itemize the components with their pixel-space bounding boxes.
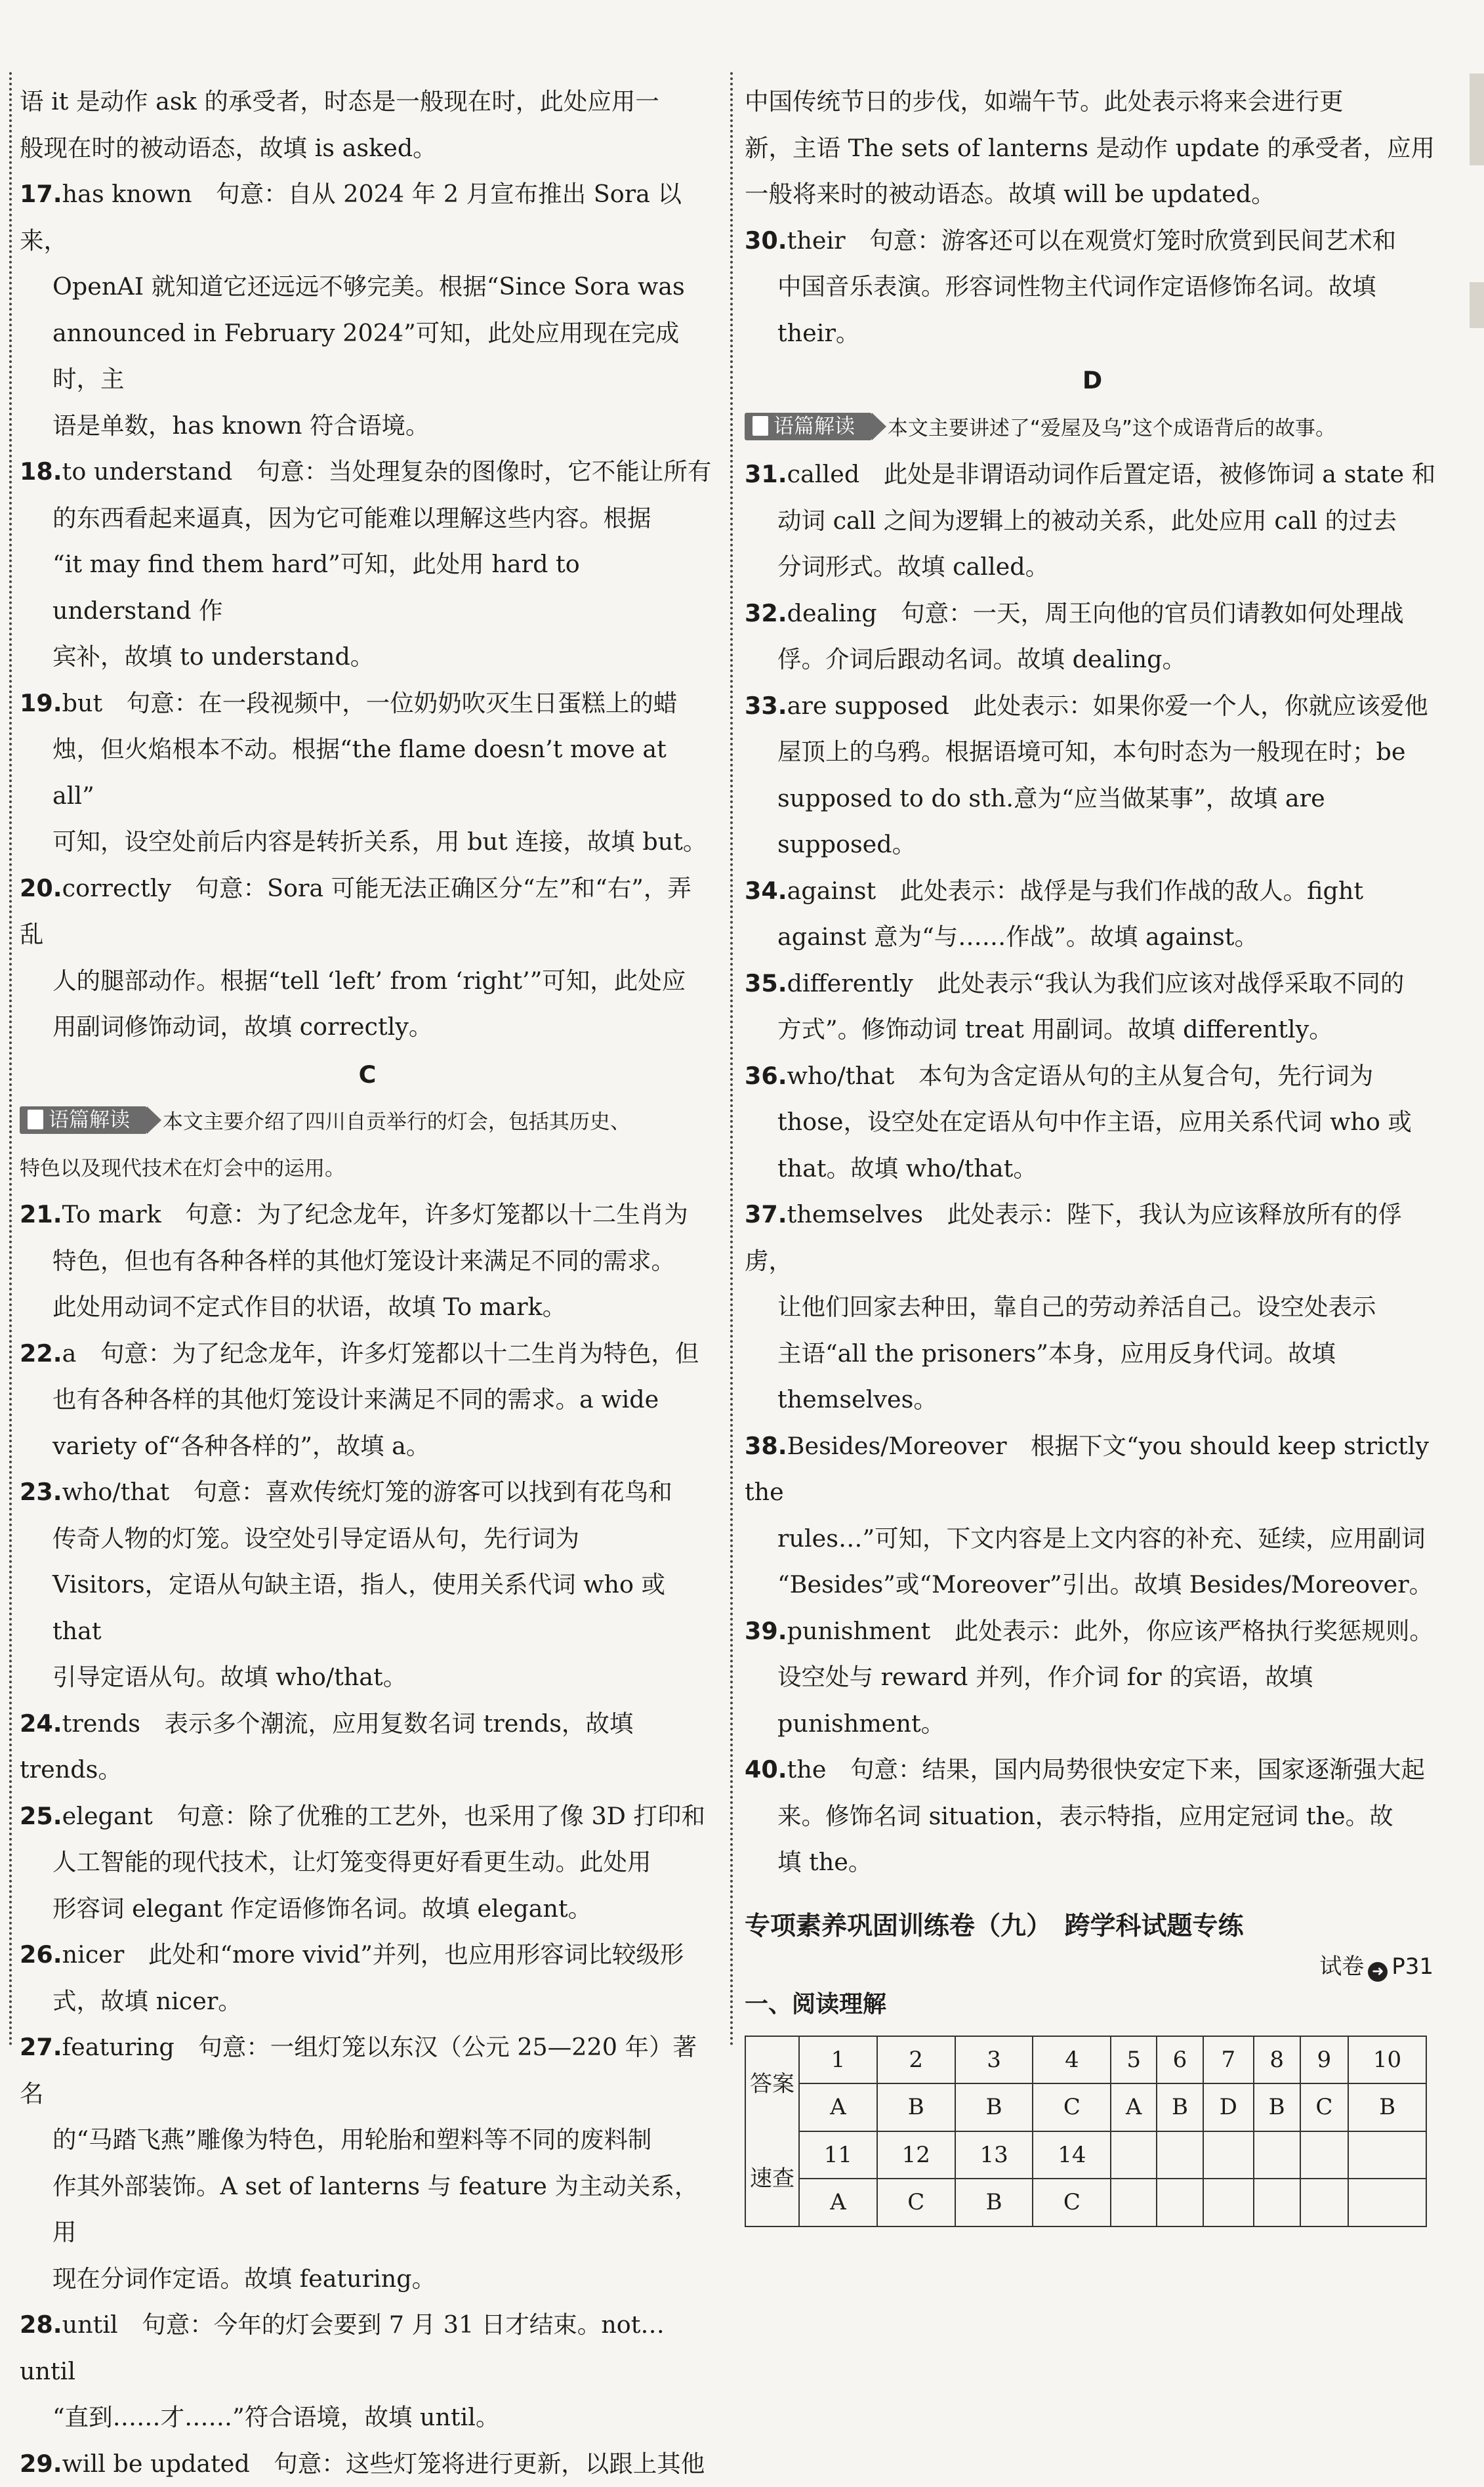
item-explanation: 人工智能的现代技术，让灯笼变得更好看更生动。此处用 xyxy=(52,1848,651,1876)
table-cell: 14 xyxy=(1033,2131,1111,2179)
answer-table xyxy=(745,2036,1427,2227)
item-explanation: 句意：一天，周王向他的官员们请教如何处理战 xyxy=(901,599,1404,627)
table-cell: 6 xyxy=(1157,2036,1203,2084)
item-explanation: 式，故填 nicer。 xyxy=(52,1987,242,2015)
item-explanation: themselves。 xyxy=(777,1385,938,1413)
item-explanation: 传奇人物的灯笼。设空处引导定语从句，先行词为 xyxy=(52,1524,579,1553)
item-explanation: 宾补，故填 to understand。 xyxy=(52,642,374,671)
item-explanation: 语 it 是动作 ask 的承受者，时态是一般现在时，此处应用一 xyxy=(20,87,659,115)
passage-analysis-badge: 语篇解读 xyxy=(20,1106,147,1134)
item-answer: To mark xyxy=(62,1200,161,1228)
answer-item xyxy=(745,1608,1440,1747)
item-explanation: 本句为含定语从句的主从复合句，先行词为 xyxy=(918,1062,1374,1090)
table-cell: A xyxy=(1111,2083,1157,2131)
table-label: 答案 xyxy=(745,2036,799,2131)
item-explanation: 的“马踏飞燕”雕像为特色，用轮胎和塑料等不同的废料制 xyxy=(52,2125,651,2154)
table-cell xyxy=(1254,2131,1300,2179)
item-explanation: “Besides”或“Moreover”引出。故填 Besides/Moreover。 xyxy=(777,1570,1433,1599)
edge-mark xyxy=(1470,282,1484,328)
item-answer: dealing xyxy=(787,599,877,627)
item-explanation: 此处表示“我认为我们应该对战俘采取不同的 xyxy=(937,969,1404,997)
table-cell: D xyxy=(1203,2083,1254,2131)
passage-summary-d: 语篇解读 本文主要讲述了“爱屋及乌”这个成语背后的故事。 xyxy=(745,406,1440,452)
item-number: 19. xyxy=(20,689,62,717)
item-number: 22. xyxy=(20,1339,62,1368)
item-explanation: 人的腿部动作。根据“tell ‘left’ from ‘right’”可知，此处应 xyxy=(52,967,686,995)
item-number: 28. xyxy=(20,2310,62,2339)
item-explanation: Visitors，定语从句缺主语，指人，使用关系代词 who 或 that xyxy=(52,1570,665,1645)
item-explanation: their。 xyxy=(777,319,859,347)
answer-item xyxy=(20,1192,715,1331)
item-answer: featuring xyxy=(62,2033,175,2061)
item-number: 17. xyxy=(20,180,62,208)
table-cell: A xyxy=(799,2179,877,2226)
item-explanation: 句意：Sora 可能无法正确区分“左”和“右”，弄乱 xyxy=(20,874,691,949)
right-column xyxy=(745,79,1440,2227)
table-cell xyxy=(1254,2179,1300,2226)
table-cell: B xyxy=(955,2083,1033,2131)
item-number: 30. xyxy=(745,226,787,255)
margin-divider xyxy=(9,72,12,2047)
answer-item xyxy=(745,1747,1440,1886)
item-explanation: 俘。介词后跟动名词。故填 dealing。 xyxy=(777,645,1186,673)
item-explanation: 语是单数，has known 符合语境。 xyxy=(52,411,430,440)
answer-item xyxy=(745,683,1440,868)
item-answer: Besides/Moreover xyxy=(787,1432,1007,1460)
item-explanation: 动词 call 之间为逻辑上的被动关系，此处应用 call 的过去 xyxy=(777,507,1397,535)
answer-item xyxy=(20,449,715,680)
item-explanation: 设空处与 reward 并列，作介词 for 的宾语，故填 punishment。 xyxy=(777,1663,1313,1738)
item-number: 31. xyxy=(745,460,787,488)
table-cell: 3 xyxy=(955,2036,1033,2084)
item-explanation: 此处和“more vivid”并列，也应用形容词比较级形 xyxy=(148,1940,684,1969)
item-answer: themselves xyxy=(787,1200,923,1228)
item-explanation: 此处表示：此外，你应该严格执行奖惩规则。 xyxy=(955,1617,1433,1645)
item-number: 20. xyxy=(20,874,62,902)
table-cell: B xyxy=(1348,2083,1426,2131)
table-cell: 10 xyxy=(1348,2036,1426,2084)
item-explanation: 填 the。 xyxy=(777,1848,872,1876)
table-cell xyxy=(1203,2131,1254,2179)
answer-item xyxy=(20,1793,715,1933)
answer-item xyxy=(20,79,715,171)
table-cell xyxy=(1348,2131,1426,2179)
book-icon xyxy=(28,1110,43,1129)
item-answer: called xyxy=(787,460,860,488)
item-answer: to understand xyxy=(62,457,233,486)
table-cell: 12 xyxy=(877,2131,955,2179)
table-cell xyxy=(1111,2131,1157,2179)
item-number: 34. xyxy=(745,877,787,905)
answer-item xyxy=(20,1932,715,2024)
item-explanation: 来。修饰名词 situation，表示特指，应用定冠词 the。故 xyxy=(777,1802,1393,1830)
table-cell: 13 xyxy=(955,2131,1033,2179)
section-title: 专项素养巩固训练卷（九） 跨学科试题专练 xyxy=(745,1906,1440,1948)
item-answer: but xyxy=(62,689,103,717)
item-explanation: 句意：为了纪念龙年，许多灯笼都以十二生肖为 xyxy=(185,1200,688,1228)
item-answer: until xyxy=(62,2310,118,2339)
table-cell: C xyxy=(877,2179,955,2226)
item-explanation: those，设空处在定语从句中作主语，应用关系代词 who 或 xyxy=(777,1108,1412,1136)
item-explanation: 句意：结果，国内局势很快安定下来，国家逐渐强大起 xyxy=(850,1755,1425,1784)
table-cell: B xyxy=(1157,2083,1203,2131)
table-cell: C xyxy=(1033,2179,1111,2226)
item-explanation: against 意为“与……作战”。故填 against。 xyxy=(777,923,1258,951)
answer-item xyxy=(745,79,1440,218)
answer-item xyxy=(20,680,715,866)
answer-item xyxy=(745,1192,1440,1423)
item-explanation: 分词形式。故填 called。 xyxy=(777,553,1049,581)
item-answer: elegant xyxy=(62,1802,153,1830)
item-answer: nicer xyxy=(62,1940,125,1969)
item-explanation: 句意：除了优雅的工艺外，也采用了像 3D 打印和 xyxy=(176,1802,705,1830)
item-explanation: 中国音乐表演。形容词性物主代词作定语修饰名词。故填 xyxy=(777,272,1376,301)
item-answer: a xyxy=(62,1339,77,1368)
edge-mark xyxy=(1470,73,1484,165)
item-explanation: 主语“all the prisoners”本身，应用反身代词。故填 xyxy=(777,1339,1336,1368)
item-number: 33. xyxy=(745,692,787,720)
answer-item xyxy=(20,2441,715,2487)
item-explanation: 一般将来时的被动语态。故填 will be updated。 xyxy=(745,180,1275,208)
item-answer: who/that xyxy=(62,1478,170,1506)
item-number: 40. xyxy=(745,1755,787,1784)
answer-item xyxy=(745,961,1440,1053)
passage-summary-c: 语篇解读 本文主要介绍了四川自贡举行的灯会，包括其历史、 特色以及现代技术在灯会中的运用。 xyxy=(20,1099,715,1192)
table-cell xyxy=(1300,2131,1349,2179)
table-label: 速查 xyxy=(745,2131,799,2226)
item-number: 27. xyxy=(20,2033,62,2061)
item-explanation: 句意：在一段视频中，一位奶奶吹灭生日蛋糕上的蜡 xyxy=(127,689,678,717)
item-explanation: that。故填 who/that。 xyxy=(777,1154,1037,1182)
answer-item xyxy=(20,2302,715,2441)
item-explanation: 也有各种各样的其他灯笼设计来满足不同的需求。a wide xyxy=(52,1385,659,1413)
item-explanation: OpenAI 就知道它还远远不够完美。根据“Since Sora was xyxy=(52,272,685,301)
item-number: 26. xyxy=(20,1940,62,1969)
item-explanation: 引导定语从句。故填 who/that。 xyxy=(52,1663,407,1691)
item-number: 37. xyxy=(745,1200,787,1228)
item-number: 35. xyxy=(745,969,787,997)
table-cell: 8 xyxy=(1254,2036,1300,2084)
item-explanation: 句意：游客还可以在观赏灯笼时欣赏到民间艺术和 xyxy=(869,226,1396,255)
item-explanation: 作其外部装饰。A set of lanterns 与 feature 为主动关系，用 xyxy=(52,2172,698,2247)
item-number: 24. xyxy=(20,1709,62,1738)
table-cell xyxy=(1300,2179,1349,2226)
column-divider xyxy=(730,72,733,2047)
page-reference: 试卷 ➜ P31 xyxy=(745,1948,1440,1986)
item-explanation: 屋顶上的乌鸦。根据语境可知，本句时态为一般现在时；be xyxy=(777,738,1405,766)
item-explanation: 句意：一组灯笼以东汉（公元 25—220 年）著名 xyxy=(20,2033,697,2108)
item-answer: against xyxy=(787,877,876,905)
table-cell xyxy=(1111,2179,1157,2226)
table-cell: 4 xyxy=(1033,2036,1111,2084)
item-explanation: 形容词 elegant 作定语修饰名词。故填 elegant。 xyxy=(52,1894,592,1923)
item-explanation: 句意：自从 2024 年 2 月宣布推出 Sora 以来， xyxy=(20,180,682,255)
table-cell: B xyxy=(955,2179,1033,2226)
answer-item xyxy=(20,171,715,449)
table-cell: C xyxy=(1300,2083,1349,2131)
item-number: 39. xyxy=(745,1617,787,1645)
item-explanation: 让他们回家去种田，靠自己的劳动养活自己。设空处表示 xyxy=(777,1293,1376,1321)
table-cell: C xyxy=(1033,2083,1111,2131)
item-number: 32. xyxy=(745,599,787,627)
item-answer: correctly xyxy=(62,874,171,902)
passage-analysis-badge: 语篇解读 xyxy=(745,413,872,440)
table-cell: B xyxy=(877,2083,955,2131)
item-explanation: 句意：这些灯笼将进行更新，以跟上其他 xyxy=(274,2450,705,2478)
table-cell: 9 xyxy=(1300,2036,1349,2084)
item-explanation: 此处表示：陛下，我认为应该释放所有的俘虏， xyxy=(745,1200,1402,1275)
answer-item xyxy=(20,2024,715,2302)
table-cell: 11 xyxy=(799,2131,877,2179)
section-heading-d: D xyxy=(745,358,1440,404)
table-cell xyxy=(1203,2179,1254,2226)
table-cell xyxy=(1348,2179,1426,2226)
reading-subtitle: 一、阅读理解 xyxy=(745,1986,1440,2024)
item-number: 29. xyxy=(20,2450,62,2478)
item-explanation: 根据下文“you should keep strictly the xyxy=(745,1432,1429,1507)
item-number: 21. xyxy=(20,1200,62,1228)
table-cell: A xyxy=(799,2083,877,2131)
item-number: 23. xyxy=(20,1478,62,1506)
answer-item xyxy=(745,1423,1440,1608)
item-explanation: 新，主语 The sets of lanterns 是动作 update 的承受者，应用 xyxy=(745,134,1435,162)
item-explanation: 中国传统节日的步伐，如端午节。此处表示将来会进行更 xyxy=(745,87,1344,115)
item-answer: who/that xyxy=(787,1062,895,1090)
item-explanation: 表示多个潮流，应用复数名词 trends，故填 trends。 xyxy=(20,1709,633,1784)
item-explanation: 句意：当处理复杂的图像时，它不能让所有 xyxy=(257,457,712,486)
item-explanation: variety of“各种各样的”，故填 a。 xyxy=(52,1432,430,1460)
table-cell: 2 xyxy=(877,2036,955,2084)
item-explanation: 可知，设空处前后内容是转折关系，用 but 连接，故填 but。 xyxy=(52,827,707,856)
answer-item xyxy=(745,868,1440,961)
item-explanation: 特色，但也有各种各样的其他灯笼设计来满足不同的需求。 xyxy=(52,1247,675,1275)
answer-item xyxy=(20,1701,715,1793)
item-answer: the xyxy=(787,1755,827,1784)
item-answer: their xyxy=(787,226,846,255)
item-answer: will be updated xyxy=(62,2450,250,2478)
item-explanation: 句意：喜欢传统灯笼的游客可以找到有花鸟和 xyxy=(194,1478,672,1506)
table-cell: 1 xyxy=(799,2036,877,2084)
item-explanation: 烛，但火焰根本不动。根据“the flame doesn’t move at all” xyxy=(52,735,667,810)
left-column xyxy=(20,79,715,2487)
item-explanation: 此处表示：如果你爱一个人，你就应该爱他 xyxy=(973,692,1428,720)
item-explanation: 此处表示：战俘是与我们作战的敌人。fight xyxy=(900,877,1363,905)
item-explanation: 此处用动词不定式作目的状语，故填 To mark。 xyxy=(52,1293,566,1321)
item-answer: has known xyxy=(62,180,192,208)
book-icon xyxy=(752,416,768,436)
table-cell: 7 xyxy=(1203,2036,1254,2084)
item-explanation: announced in February 2024”可知，此处应用现在完成时，主 xyxy=(52,319,679,394)
answer-item xyxy=(20,1331,715,1470)
table-cell: 5 xyxy=(1111,2036,1157,2084)
section-heading-c: C xyxy=(20,1052,715,1098)
answer-item xyxy=(745,451,1440,591)
answer-item xyxy=(20,1469,715,1701)
item-explanation: 用副词修饰动词，故填 correctly。 xyxy=(52,1013,432,1041)
item-explanation: 此处是非谓语动词作后置定语，被修饰词 a state 和 xyxy=(884,460,1436,488)
item-explanation: “直到……才……”符合语境，故填 until。 xyxy=(52,2403,499,2431)
table-cell xyxy=(1157,2131,1203,2179)
item-answer: differently xyxy=(787,969,913,997)
item-number: 18. xyxy=(20,457,62,486)
item-explanation: 句意：今年的灯会要到 7 月 31 日才结束。not…until xyxy=(20,2310,665,2385)
item-explanation: 句意：为了纪念龙年，许多灯笼都以十二生肖为特色，但 xyxy=(100,1339,699,1368)
answer-item xyxy=(745,591,1440,683)
item-number: 36. xyxy=(745,1062,787,1090)
item-answer: trends xyxy=(62,1709,140,1738)
table-cell: B xyxy=(1254,2083,1300,2131)
item-explanation: “it may find them hard”可知，此处用 hard to understand 作 xyxy=(52,550,580,625)
answer-item xyxy=(745,218,1440,357)
item-explanation: 现在分词作定语。故填 featuring。 xyxy=(52,2265,436,2293)
item-number: 25. xyxy=(20,1802,62,1830)
item-explanation: 般现在时的被动语态，故填 is asked。 xyxy=(20,134,437,162)
answer-item xyxy=(20,866,715,1051)
item-explanation: 的东西看起来逼真，因为它可能难以理解这些内容。根据 xyxy=(52,504,651,532)
item-answer: punishment xyxy=(787,1617,931,1645)
arrow-right-icon: ➜ xyxy=(1368,1962,1388,1982)
answer-item xyxy=(745,1053,1440,1192)
item-number: 38. xyxy=(745,1432,787,1460)
item-explanation: rules…”可知，下文内容是上文内容的补充、延续，应用副词 xyxy=(777,1524,1426,1553)
item-explanation: supposed to do sth.意为“应当做某事”，故填 are supposed。 xyxy=(777,784,1325,859)
item-explanation: 方式”。修饰动词 treat 用副词。故填 differently。 xyxy=(777,1015,1333,1043)
item-answer: are supposed xyxy=(787,692,949,720)
table-cell xyxy=(1157,2179,1203,2226)
